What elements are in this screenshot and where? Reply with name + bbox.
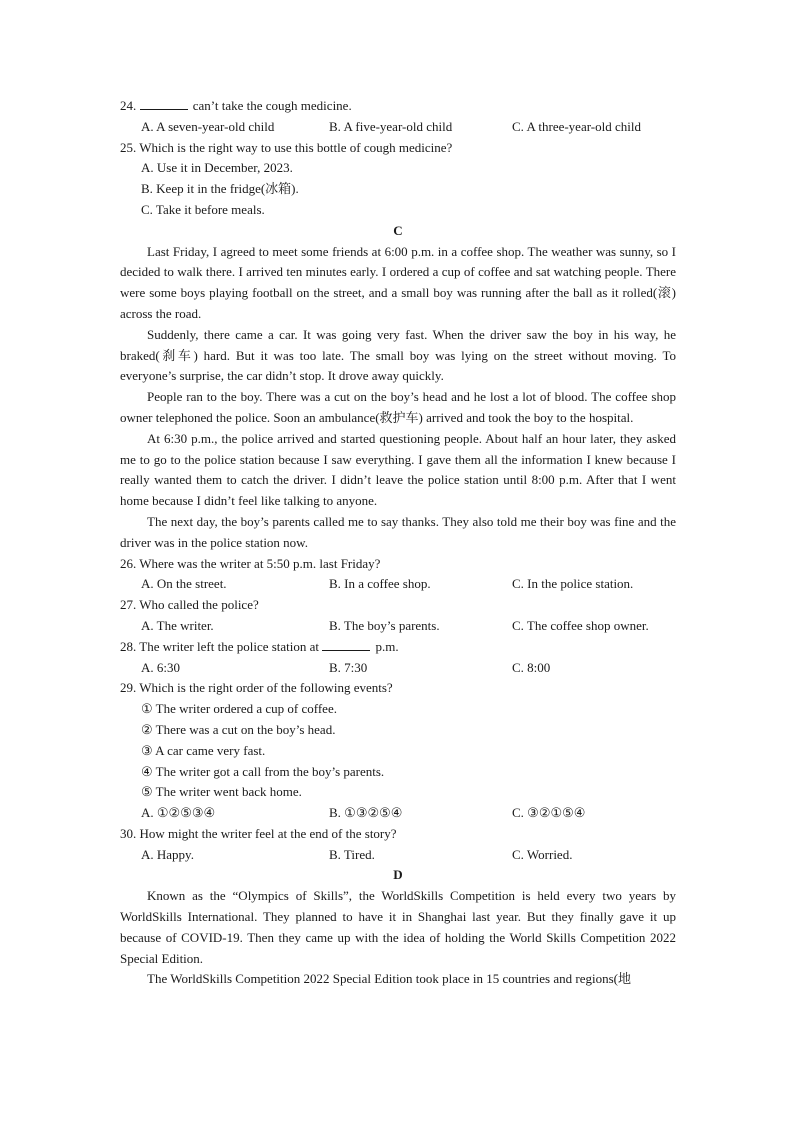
passage-paragraph: Last Friday, I agreed to meet some friends at 6:00 p.m. in a coffee shop. The weather was sunny, so I decided to walk there. I arrived ten minutes early. I ordered a cup of coffee and sat watching people. There were some boys playing football on the street, and a small boy was running after the ball as it rolled(滚) across the road. <box>120 243 676 321</box>
options-26 <box>120 574 676 595</box>
option-b: B. ①③②⑤④ <box>329 805 403 821</box>
options-30 <box>120 845 676 866</box>
option-b: B. Keep it in the fridge(冰箱). <box>141 181 299 197</box>
passage-paragraph: The WorldSkills Competition 2022 Special Edition took place in 15 countries and regions(地 <box>147 971 631 987</box>
passage-paragraph: Suddenly, there came a car. It was going very fast. When the driver saw the boy in his way, he braked(刹车) hard. But it was too late. The small boy was lying on the street without moving. To everyone’s surprise, the car didn’t stop. It drove away quickly. <box>120 326 676 384</box>
question-number: 24. <box>120 98 137 113</box>
options-24 <box>120 117 676 138</box>
event-item: ⑤ The writer went back home. <box>141 784 302 800</box>
options-28 <box>120 658 676 679</box>
question-29: 29. Which is the right order of the following events? <box>120 680 393 696</box>
option-c: C. The coffee shop owner. <box>512 617 649 633</box>
question-30: 30. How might the writer feel at the end of the story? <box>120 825 397 841</box>
option-c: C. In the police station. <box>512 576 634 592</box>
question-24 <box>120 96 676 117</box>
question-25: 25. Which is the right way to use this bottle of cough medicine? <box>120 139 453 155</box>
question-26: 26. Where was the writer at 5:50 p.m. last Friday? <box>120 555 381 571</box>
option-c: C. ③②①⑤④ <box>512 805 586 821</box>
option-c: C. Take it before meals. <box>141 201 265 217</box>
option-a: A. Use it in December, 2023. <box>141 160 293 176</box>
event-item: ② There was a cut on the boy’s head. <box>141 721 336 737</box>
option-a: A. On the street. <box>141 576 227 592</box>
event-item: ③ A car came very fast. <box>141 742 266 758</box>
option-b: B. Tired. <box>329 846 375 862</box>
event-item: ① The writer ordered a cup of coffee. <box>141 701 337 717</box>
option-c: C. 8:00 <box>512 659 551 675</box>
options-29 <box>120 803 676 824</box>
option-a: A. The writer. <box>141 617 214 633</box>
passage-paragraph: People ran to the boy. There was a cut on the boy’s head and he lost a lot of blood. The coffee shop owner telephoned the police. Soon an ambulance(救护车) arrived and took the boy to the hospital. <box>120 389 676 425</box>
section-heading-d: D <box>393 867 403 883</box>
option-a: A. ①②⑤③④ <box>141 805 216 821</box>
option-b: B. A five-year-old child <box>329 118 453 134</box>
option-a: A. Happy. <box>141 846 194 862</box>
option-b: B. The boy’s parents. <box>329 617 440 633</box>
question-stem: can’t take the cough medicine. <box>189 98 352 113</box>
exam-page <box>120 96 676 990</box>
question-stem: 28. The writer left the police station at <box>120 638 323 654</box>
question-27: 27. Who called the police? <box>120 597 259 613</box>
option-a: A. 6:30 <box>141 659 180 675</box>
passage-paragraph: At 6:30 p.m., the police arrived and started questioning people. About half an hour later, they asked me to go to the police station because I saw everything. I gave them all the information I knew because I really wanted them to catch the driver. I didn’t leave the police station until 8:00 p.m. After that I went home because I didn’t feel like talking to anyone. <box>120 430 676 509</box>
option-b: B. In a coffee shop. <box>329 576 431 592</box>
event-item: ④ The writer got a call from the boy’s parents. <box>141 763 385 779</box>
option-c: C. A three-year-old child <box>512 118 641 134</box>
answer-blank <box>140 96 188 110</box>
options-27 <box>120 616 676 637</box>
option-b: B. 7:30 <box>329 659 368 675</box>
section-heading-c: C <box>393 222 403 238</box>
passage-paragraph: Known as the “Olympics of Skills”, the WorldSkills Competition is held every two years by WorldSkills International. They planned to have it in Shanghai last year. But they finally gave it up because of COVID-19. Then they came up with the idea of holding the World Skills Competition 2022 Special Edition. <box>120 888 676 966</box>
option-c: C. Worried. <box>512 846 573 862</box>
passage-paragraph: The next day, the boy’s parents called me to say thanks. They also told me their boy was fine and the driver was in the police station now. <box>120 513 676 550</box>
answer-blank <box>322 637 370 651</box>
question-stem-end: p.m. <box>372 638 399 654</box>
option-a: A. A seven-year-old child <box>141 118 275 134</box>
question-28 <box>120 637 676 658</box>
